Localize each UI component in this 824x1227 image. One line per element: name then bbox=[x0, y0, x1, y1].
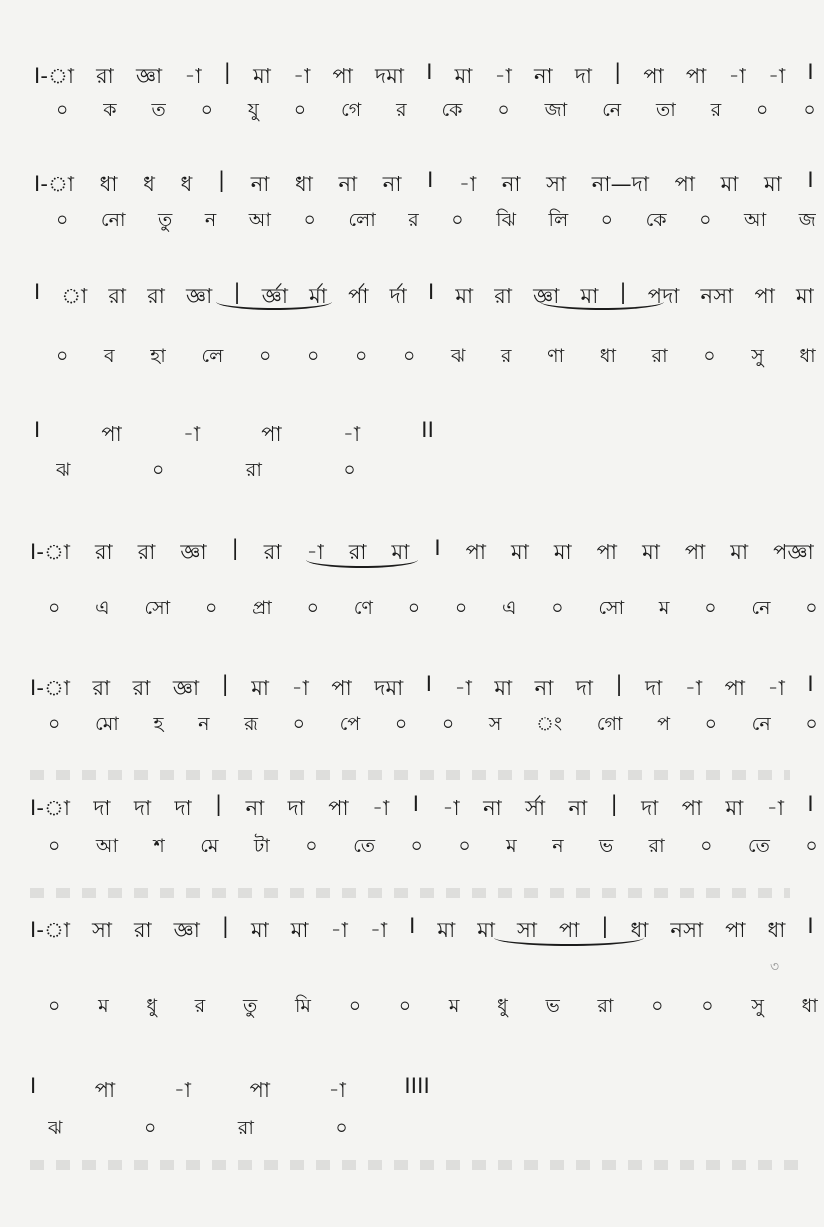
notation-token: র bbox=[396, 99, 407, 121]
notation-token: না bbox=[250, 172, 270, 196]
notation-token: জ্ঞা bbox=[533, 284, 560, 308]
bleed-through-line bbox=[30, 1160, 800, 1170]
notation-token: তে bbox=[747, 835, 771, 857]
notation-token: ং bbox=[536, 713, 563, 735]
notation-token: রা bbox=[245, 459, 263, 481]
notation-line bbox=[34, 418, 434, 453]
notation-token: ত bbox=[151, 99, 166, 121]
notation-token: রা bbox=[494, 284, 513, 308]
lyric-line bbox=[48, 1114, 348, 1146]
notation-token: ০ bbox=[441, 713, 455, 735]
notation-token: লে bbox=[201, 345, 224, 367]
lyric-line bbox=[48, 710, 818, 742]
notation-token: জ্ঞা bbox=[173, 918, 201, 942]
lyric-line bbox=[48, 992, 818, 1024]
notation-token: | bbox=[217, 168, 226, 192]
lyric-line bbox=[56, 206, 816, 238]
notation-token: রূ bbox=[244, 713, 259, 735]
notation-token: দা bbox=[574, 64, 593, 88]
notation-token: রা bbox=[147, 284, 166, 308]
notation-token: মো bbox=[95, 713, 119, 735]
notation-token: দা bbox=[93, 796, 111, 820]
notation-line bbox=[34, 60, 814, 95]
notation-token: I bbox=[807, 914, 814, 938]
notation-token: I bbox=[434, 536, 441, 560]
notation-token: না bbox=[382, 172, 402, 196]
notation-token: তে bbox=[353, 835, 376, 857]
notation-token: ণা bbox=[547, 345, 565, 367]
notation-token: ০ bbox=[551, 597, 564, 619]
notation-token: মা bbox=[580, 284, 599, 308]
notation-token: -া bbox=[442, 796, 460, 820]
notation-token: ০ bbox=[48, 713, 61, 735]
notation-token: ০ bbox=[701, 995, 714, 1017]
notation-token: পা bbox=[681, 796, 703, 820]
notation-token: রা bbox=[96, 64, 114, 88]
notation-token: ০ bbox=[292, 713, 306, 735]
notation-token: জ্ঞা bbox=[186, 284, 213, 308]
notation-token: ০ bbox=[354, 345, 368, 367]
notation-token: দা bbox=[287, 796, 305, 820]
notation-token: -া bbox=[342, 422, 361, 446]
notation-token: রা bbox=[237, 1117, 255, 1139]
notation-token: ভ bbox=[599, 835, 614, 857]
notation-token: দা bbox=[641, 796, 659, 820]
notation-token: I bbox=[30, 1074, 37, 1098]
notation-token: মা bbox=[437, 918, 456, 942]
notation-token: মা bbox=[494, 676, 513, 700]
notation-token: সু bbox=[751, 995, 765, 1017]
notation-token: দমা bbox=[375, 64, 405, 88]
notation-token: ০ bbox=[700, 835, 713, 857]
notation-token: পা bbox=[261, 422, 282, 446]
notation-token: মা bbox=[796, 284, 814, 308]
notation-token: -া bbox=[369, 918, 388, 942]
notation-token: IIII bbox=[404, 1074, 430, 1098]
notation-token: -া bbox=[767, 64, 786, 88]
notation-token: লো bbox=[348, 209, 376, 231]
notation-token: ন bbox=[204, 209, 217, 231]
notation-token: রা bbox=[132, 676, 151, 700]
notation-token: না bbox=[501, 172, 521, 196]
notation-line bbox=[30, 792, 814, 827]
notation-token: মা bbox=[477, 918, 496, 942]
notation-token: ভ bbox=[545, 995, 560, 1017]
notation-line bbox=[34, 168, 814, 203]
notation-token: -া bbox=[371, 796, 390, 820]
notation-token: ০ bbox=[651, 995, 664, 1017]
notation-token: পা bbox=[328, 796, 349, 820]
notation-token: ম bbox=[506, 835, 517, 857]
notation-token: া bbox=[61, 284, 88, 308]
notation-token: না bbox=[338, 172, 358, 196]
stray-mark: ৩ bbox=[770, 959, 780, 975]
notation-token: প্রা bbox=[252, 597, 272, 619]
notation-token: সো bbox=[598, 597, 625, 619]
notation-token: র bbox=[501, 345, 512, 367]
notation-token: I bbox=[807, 672, 814, 696]
notation-token: ০ bbox=[497, 99, 510, 121]
notation-token: ০ bbox=[600, 209, 614, 231]
notation-token: I-া bbox=[30, 918, 71, 942]
notation-token: I bbox=[409, 914, 416, 938]
notation-token: পজ্ঞা bbox=[773, 540, 814, 564]
notation-token: লি bbox=[548, 209, 569, 231]
notation-token: জা bbox=[544, 99, 568, 121]
notation-token: রা bbox=[597, 995, 614, 1017]
notation-token: ধা bbox=[799, 345, 816, 367]
notation-token: সু bbox=[751, 345, 765, 367]
notation-token: I bbox=[426, 60, 433, 84]
notation-token: রা bbox=[92, 676, 111, 700]
notation-token: র্পা bbox=[348, 284, 369, 308]
notation-token: পা bbox=[558, 918, 580, 942]
notation-token: পা bbox=[724, 676, 746, 700]
notation-token: মা bbox=[251, 676, 270, 700]
notation-token: ধা bbox=[99, 172, 118, 196]
notation-token: দমা bbox=[374, 676, 404, 700]
notation-token: মা bbox=[391, 540, 410, 564]
notation-token: I-া bbox=[30, 676, 71, 700]
notation-token: ধু bbox=[497, 995, 509, 1017]
notation-token: তু bbox=[158, 209, 173, 231]
notation-token: মে bbox=[200, 835, 219, 857]
notation-token: ০ bbox=[704, 597, 717, 619]
notation-token: সা bbox=[91, 918, 113, 942]
notation-token: পা bbox=[596, 540, 618, 564]
notation-token: I bbox=[427, 168, 434, 192]
notation-token: মি bbox=[294, 995, 312, 1017]
notation-token: | bbox=[221, 914, 230, 938]
notation-token: নে bbox=[751, 597, 771, 619]
notation-token: | bbox=[610, 792, 618, 816]
notation-token: ০ bbox=[803, 99, 816, 121]
notation-token: ০ bbox=[306, 597, 320, 619]
notation-token: মা bbox=[764, 172, 782, 196]
notation-token: রা bbox=[263, 540, 282, 564]
bleed-through-line bbox=[30, 770, 790, 780]
lyric-line bbox=[48, 832, 818, 864]
notation-token: -া bbox=[494, 64, 513, 88]
notation-token: পা bbox=[94, 1078, 116, 1102]
notation-token: মা bbox=[290, 918, 309, 942]
notation-token: ন bbox=[198, 713, 210, 735]
notation-token: -া bbox=[184, 64, 202, 88]
notation-token: -া bbox=[328, 1078, 346, 1102]
notation-token: ০ bbox=[48, 597, 61, 619]
notation-token: পা bbox=[643, 64, 664, 88]
notation-token: ০ bbox=[204, 597, 218, 619]
notation-token: মা bbox=[553, 540, 572, 564]
notation-token: ০ bbox=[805, 713, 818, 735]
notation-token: হা bbox=[150, 345, 166, 367]
notation-token: ০ bbox=[398, 995, 412, 1017]
notation-token: ০ bbox=[305, 835, 318, 857]
notation-token: ম bbox=[658, 597, 670, 619]
notation-token: -া bbox=[454, 676, 473, 700]
notation-token: তু bbox=[242, 995, 258, 1017]
lyric-line bbox=[56, 342, 816, 374]
notation-token: নো bbox=[100, 209, 126, 231]
notation-token: ঝ bbox=[48, 1117, 63, 1139]
notation-token: পা bbox=[725, 918, 746, 942]
notation-token: ০ bbox=[303, 209, 316, 231]
notation-token: জ্ঞা bbox=[180, 540, 207, 564]
notation-token: এ bbox=[95, 597, 110, 619]
notation-token: মা bbox=[454, 64, 473, 88]
notation-token: সা bbox=[516, 918, 538, 942]
notation-token: রা bbox=[348, 540, 367, 564]
notation-token: -া bbox=[728, 64, 746, 88]
notation-token: জ্ঞা bbox=[172, 676, 200, 700]
notation-token: ঝি bbox=[496, 209, 517, 231]
notation-token: I-া bbox=[30, 540, 71, 564]
notation-token: নসা bbox=[700, 284, 734, 308]
notation-token: ব bbox=[104, 345, 115, 367]
notation-token: I bbox=[34, 418, 41, 442]
notation-token: II bbox=[421, 418, 434, 442]
notation-token: পা bbox=[331, 676, 352, 700]
notation-token: | bbox=[615, 672, 623, 696]
notation-token: ০ bbox=[704, 713, 718, 735]
notation-token: ০ bbox=[56, 209, 69, 231]
notation-token: -া bbox=[182, 422, 201, 446]
notation-token: র্মা bbox=[309, 284, 328, 308]
notation-token: না bbox=[534, 64, 553, 88]
notation-token: যু bbox=[247, 99, 260, 121]
notation-token: এ bbox=[501, 597, 517, 619]
notation-line bbox=[30, 914, 814, 949]
notation-token: ০ bbox=[343, 459, 356, 481]
notation-token: র্সা bbox=[525, 796, 546, 820]
notation-token: রা bbox=[133, 918, 152, 942]
notation-token: গে bbox=[341, 99, 362, 121]
notation-token: I bbox=[427, 280, 435, 304]
notation-token: পা bbox=[332, 64, 354, 88]
notation-token: পা bbox=[685, 64, 707, 88]
notation-token: ০ bbox=[451, 209, 464, 231]
notation-token: ধ bbox=[143, 172, 156, 196]
notation-token: আ bbox=[744, 209, 767, 231]
notation-token: পদা bbox=[647, 284, 680, 308]
notation-token: মা bbox=[253, 64, 272, 88]
notation-token: -া bbox=[293, 64, 311, 88]
notation-token: নে bbox=[602, 99, 622, 121]
notation-token: রা bbox=[651, 345, 668, 367]
notation-token: I bbox=[425, 672, 433, 696]
notation-line bbox=[30, 536, 814, 571]
notation-token: ধ bbox=[180, 172, 193, 196]
notation-token: ০ bbox=[407, 597, 421, 619]
notation-token: -া bbox=[767, 676, 786, 700]
notation-token: ০ bbox=[454, 597, 468, 619]
notation-token: র bbox=[710, 99, 722, 121]
notation-token: রা bbox=[94, 540, 113, 564]
notation-token: I bbox=[807, 792, 814, 816]
notation-token: ঝ bbox=[56, 459, 71, 481]
notation-token: পা bbox=[465, 540, 487, 564]
notation-token: | bbox=[619, 280, 627, 304]
notation-token: | bbox=[223, 60, 232, 84]
notation-token: ঝ bbox=[451, 345, 466, 367]
notation-token: মা bbox=[725, 796, 744, 820]
notation-token: | bbox=[215, 792, 223, 816]
bleed-through-line bbox=[30, 888, 790, 898]
notation-token: I bbox=[412, 792, 420, 816]
notation-token: I-া bbox=[30, 796, 71, 820]
lyric-line bbox=[56, 456, 356, 488]
notation-token: ধা bbox=[801, 995, 818, 1017]
notation-token: ০ bbox=[293, 99, 307, 121]
notation-token: না bbox=[483, 796, 502, 820]
notation-token: মা bbox=[730, 540, 749, 564]
notation-token: হ bbox=[153, 713, 164, 735]
notation-token: মা bbox=[642, 540, 661, 564]
notation-token: ধা bbox=[767, 918, 786, 942]
notation-token: ০ bbox=[151, 459, 165, 481]
notation-token: ম bbox=[98, 995, 109, 1017]
notation-token: র bbox=[408, 209, 419, 231]
notation-token: | bbox=[601, 914, 609, 938]
notation-token: জ্ঞা bbox=[135, 64, 163, 88]
notation-token: পা bbox=[684, 540, 706, 564]
notation-token: I bbox=[807, 168, 814, 192]
notation-token: সো bbox=[144, 597, 171, 619]
notation-token: ০ bbox=[703, 345, 716, 367]
notation-token: শ bbox=[153, 835, 165, 857]
notation-token: রা bbox=[108, 284, 127, 308]
notation-token: নে bbox=[751, 713, 771, 735]
notation-token: ০ bbox=[56, 345, 69, 367]
notation-token: ০ bbox=[56, 99, 69, 121]
notation-line bbox=[30, 1074, 430, 1109]
notation-token: পা bbox=[674, 172, 696, 196]
notation-token: কে bbox=[441, 99, 463, 121]
notation-token: ০ bbox=[48, 835, 61, 857]
notation-token: I-া bbox=[34, 172, 75, 196]
notation-token: মা bbox=[720, 172, 739, 196]
notation-token: মা bbox=[455, 284, 474, 308]
notation-token: তা bbox=[656, 99, 676, 121]
notation-token: দা bbox=[133, 796, 152, 820]
notation-token: ম bbox=[448, 995, 460, 1017]
notation-token: -া bbox=[330, 918, 349, 942]
notation-token: পে bbox=[339, 713, 361, 735]
notation-token: I-া bbox=[34, 64, 75, 88]
notation-token: ০ bbox=[306, 345, 320, 367]
notation-token: -া bbox=[173, 1078, 192, 1102]
notation-token: ধা bbox=[599, 345, 617, 367]
notation-token: I bbox=[34, 280, 41, 304]
notation-token: | bbox=[231, 536, 239, 560]
notation-token: ০ bbox=[258, 345, 272, 367]
notation-token: I bbox=[807, 60, 814, 84]
notation-token: গো bbox=[596, 713, 623, 735]
notation-token: আ bbox=[248, 209, 272, 231]
notation-token: ধু bbox=[146, 995, 158, 1017]
notation-token: দা bbox=[174, 796, 192, 820]
notation-token: ধা bbox=[630, 918, 649, 942]
notation-token: | bbox=[233, 280, 241, 304]
notation-token: পা bbox=[101, 422, 122, 446]
notation-token: না bbox=[245, 796, 265, 820]
notation-token: রা bbox=[648, 835, 665, 857]
notation-line bbox=[30, 672, 814, 707]
notation-token: র bbox=[194, 995, 206, 1017]
notation-token: ০ bbox=[756, 99, 769, 121]
lyric-line bbox=[48, 594, 818, 626]
notation-token: পা bbox=[754, 284, 775, 308]
notation-token: নসা bbox=[670, 918, 704, 942]
notation-token: কে bbox=[645, 209, 667, 231]
notation-token: জ bbox=[798, 209, 816, 231]
notation-token: ০ bbox=[348, 995, 362, 1017]
notation-token: ০ bbox=[458, 835, 471, 857]
notation-token: | bbox=[614, 60, 622, 84]
notation-token: ০ bbox=[48, 995, 61, 1017]
notation-token: ০ bbox=[335, 1117, 348, 1139]
notation-token: না bbox=[534, 676, 554, 700]
notation-token: দা bbox=[645, 676, 663, 700]
notation-token: না—দা bbox=[591, 172, 650, 196]
notation-line bbox=[34, 280, 814, 315]
notation-token: -া bbox=[306, 540, 324, 564]
notation-token: রা bbox=[137, 540, 156, 564]
notation-token: ণে bbox=[353, 597, 374, 619]
notation-token: প bbox=[657, 713, 671, 735]
notation-token: -া bbox=[684, 676, 703, 700]
notation-token: ০ bbox=[805, 835, 818, 857]
notation-token: পা bbox=[249, 1078, 271, 1102]
notation-token: ০ bbox=[699, 209, 712, 231]
notation-token: ০ bbox=[143, 1117, 157, 1139]
notation-token: সা bbox=[546, 172, 567, 196]
notation-token: র্দা bbox=[389, 284, 407, 308]
notation-token: -া bbox=[291, 676, 309, 700]
notation-token: র্জ্ঞা bbox=[261, 284, 289, 308]
notation-token: ০ bbox=[402, 345, 416, 367]
notation-token: টা bbox=[253, 835, 270, 857]
notation-token: -া bbox=[458, 172, 477, 196]
notation-token: স bbox=[488, 713, 502, 735]
notation-token: ধা bbox=[294, 172, 314, 196]
notation-token: না bbox=[568, 796, 588, 820]
notation-token: ন bbox=[552, 835, 564, 857]
notation-token: ০ bbox=[410, 835, 424, 857]
notation-token: -া bbox=[766, 796, 785, 820]
notation-token: আ bbox=[95, 835, 119, 857]
notation-token: ০ bbox=[805, 597, 818, 619]
notation-token: মা bbox=[250, 918, 269, 942]
notation-token: | bbox=[221, 672, 229, 696]
lyric-line bbox=[56, 96, 816, 128]
notation-token: ০ bbox=[394, 713, 408, 735]
notation-token: ০ bbox=[200, 99, 214, 121]
notation-token: ক bbox=[103, 99, 117, 121]
notation-token: মা bbox=[511, 540, 529, 564]
notation-token: দা bbox=[575, 676, 594, 700]
